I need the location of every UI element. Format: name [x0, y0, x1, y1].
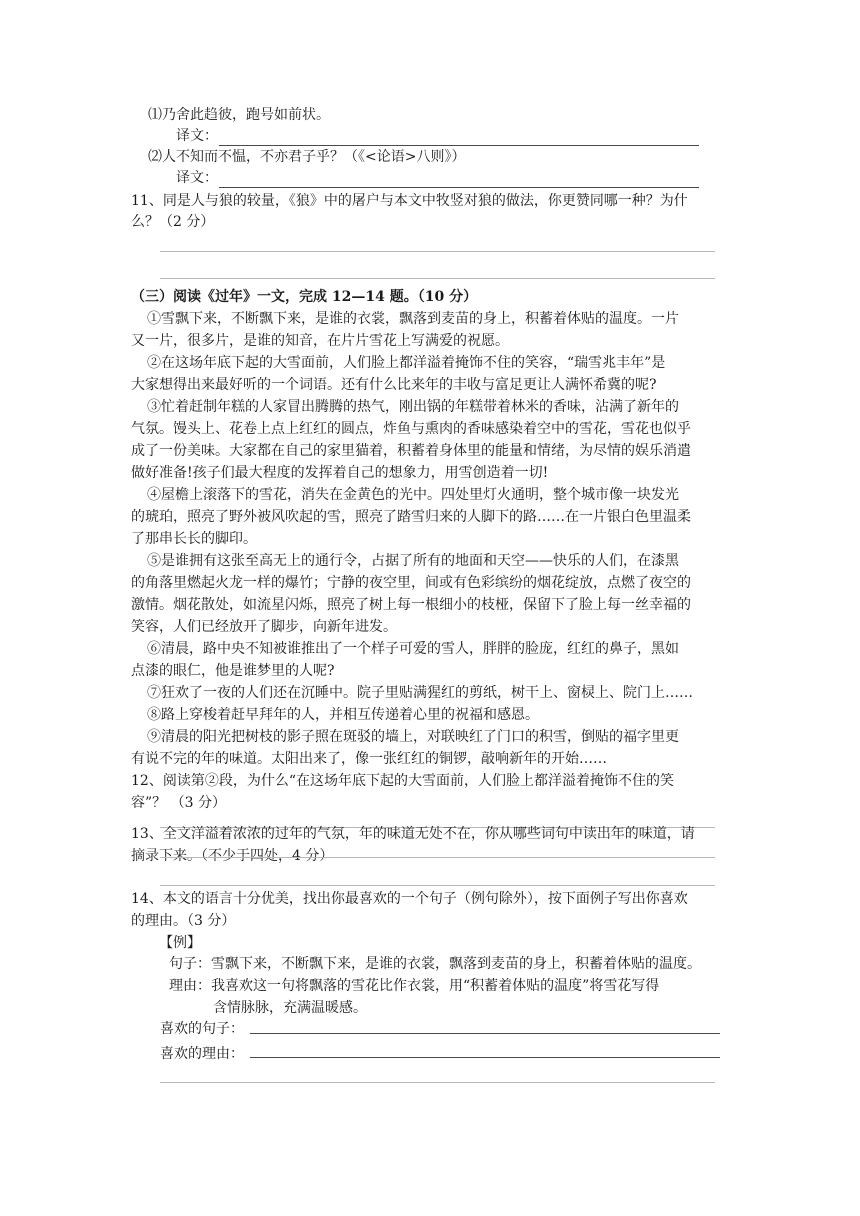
- q14-fav-reason-label: 喜欢的理由：: [160, 1046, 244, 1062]
- passage-line: 气氛。馒头上、花卷上点上红红的圆点，炸鱼与熏肉的香味感染着空中的雪花，雪花也似乎: [131, 421, 691, 437]
- q14-example-reason-line1: 理由：我喜欢这一句将飘落的雪花比作衣裳，用“积蓄着体贴的温度”将雪花写得: [169, 978, 660, 994]
- q14-fav-reason-answer-line[interactable]: [250, 1057, 720, 1058]
- q14-fav-sentence-label: 喜欢的句子：: [160, 1021, 244, 1037]
- q10-item1-text: ⑴乃舍此趋彼，跑号如前状。: [148, 107, 330, 123]
- q11-answer-line-2[interactable]: [160, 278, 715, 279]
- passage-line: ⑧路上穿梭着赶早拜年的人，并相互传递着心里的祝福和感恩。: [147, 707, 539, 723]
- q12-question-line2: 容”？ （3 分）: [131, 795, 226, 811]
- passage-line: 了那串长长的脚印。: [131, 531, 257, 547]
- q14-example-sentence: 句子：雪飘下来，不断飘下来，是谁的衣裳，飘落到麦苗的身上，积蓄着体贴的温度。: [169, 956, 701, 972]
- q13-answer-line-2[interactable]: [160, 885, 715, 886]
- q14-example-tag: 【例】: [159, 935, 201, 951]
- passage-line: ⑤是谁拥有这张至高无上的通行令，占据了所有的地面和天空——快乐的人们，在漆黑: [147, 553, 679, 569]
- q13-question-line2: 摘录下来。（不少于四处，4 分）: [131, 848, 334, 864]
- passage-line: 成了一份美味。大家都在自己的家里猫着，积蓄着身体里的能量和情绪，为尽情的娱乐消遣: [131, 443, 691, 459]
- q11-question-line2: 么？（2 分）: [131, 214, 215, 230]
- passage-line: ②在这场年底下起的大雪面前，人们脸上都洋溢着掩饰不住的笑容，“瑞雪兆丰年”是: [147, 355, 666, 371]
- passage-line: 点漆的眼仁，他是谁梦里的人呢?: [131, 663, 335, 679]
- q11-answer-line-1[interactable]: [160, 251, 715, 252]
- passage-line: ④屋檐上滚落下的雪花，消失在金黄色的光中。四处里灯火通明，整个城市像一块发光: [147, 487, 679, 503]
- q14-extra-answer-line[interactable]: [160, 1082, 715, 1083]
- passage-line: 做好准备!孩子们最大程度的发挥着自己的想象力，用雪创造着一切!: [131, 465, 549, 481]
- passage-line: ③忙着赶制年糕的人家冒出腾腾的热气，刚出锅的年糕带着林米的香味，沾满了新年的: [147, 399, 679, 415]
- passage-line: ⑥清晨，路中央不知被谁推出了一个样子可爱的雪人，胖胖的脸庞，红红的鼻子，黑如: [147, 641, 679, 657]
- q10-item2-text: ⑵人不知而不愠，不亦君子乎？（《<论语>八则》）: [148, 149, 466, 165]
- q14-example-reason-line2: 含情脉脉，充满温暖感。: [213, 1000, 367, 1016]
- q14-question-line1: 14、本文的语言十分优美，找出你最喜欢的一个句子（例句除外），按下面例子写出你喜欢: [131, 891, 688, 907]
- passage-line: 的琥珀，照亮了野外被风吹起的雪，照亮了踏雪归来的人脚下的路……在一片银白色里温柔: [131, 509, 691, 525]
- q14-fav-sentence-answer-line[interactable]: [250, 1033, 720, 1034]
- passage-line: 大家想得出来最好听的一个词语。还有什么比来年的丰收与富足更让人满怀希冀的呢?: [131, 377, 657, 393]
- q13-question-line1: 13、全文洋溢着浓浓的过年的气氛，年的味道无处不在，你从哪些词句中读出年的味道，请: [131, 826, 695, 842]
- passage-line: 又一片，很多片，是谁的知音，在片片雪花上写满爱的祝愿。: [131, 333, 509, 349]
- passage-line: 的角落里燃起火龙一样的爆竹；宁静的夜空里，间或有色彩缤纷的烟花绽放，点燃了夜空的: [131, 575, 691, 591]
- section3-heading: （三）阅读《过年》一文，完成 12—14 题。（10 分）: [131, 289, 478, 305]
- passage-line: 笑容，人们已经放开了脚步，向新年进发。: [131, 619, 397, 635]
- passage-line: ①雪飘下来，不断飘下来，是谁的衣裳，飘落到麦苗的身上，积蓄着体贴的温度。一片: [147, 311, 679, 327]
- q11-question-line1: 11、同是人与狼的较量，《狼》中的屠户与本文中牧竖对狼的做法，你更赞同哪一种？为什: [131, 193, 688, 209]
- q10-item2-answer-line[interactable]: [219, 187, 699, 188]
- passage-line: 有说不完的年的味道。太阳出来了，像一张红红的铜锣，敲响新年的开始……: [131, 751, 607, 767]
- q14-question-line2: 的理由。（3 分）: [131, 913, 236, 929]
- passage-line: 激情。烟花散处，如流星闪烁，照亮了树上每一根细小的枝桠，保留下了脸上每一丝幸福的: [131, 597, 691, 613]
- q10-item2-label: 译文：: [176, 170, 218, 186]
- q13-answer-line-1[interactable]: [160, 857, 715, 858]
- passage-line: ⑦狂欢了一夜的人们还在沉睡中。院子里贴满猩红的剪纸，树干上、窗棂上、院门上……: [147, 685, 693, 701]
- passage-line: ⑨清晨的阳光把树枝的影子照在斑驳的墙上，对联映红了门口的积雪，倒贴的福字里更: [147, 729, 679, 745]
- q12-question-line1: 12、阅读第②段，为什么“在这场年底下起的大雪面前，人们脸上都洋溢着掩饰不住的笑: [131, 773, 674, 789]
- q10-item1-label: 译文：: [176, 128, 218, 144]
